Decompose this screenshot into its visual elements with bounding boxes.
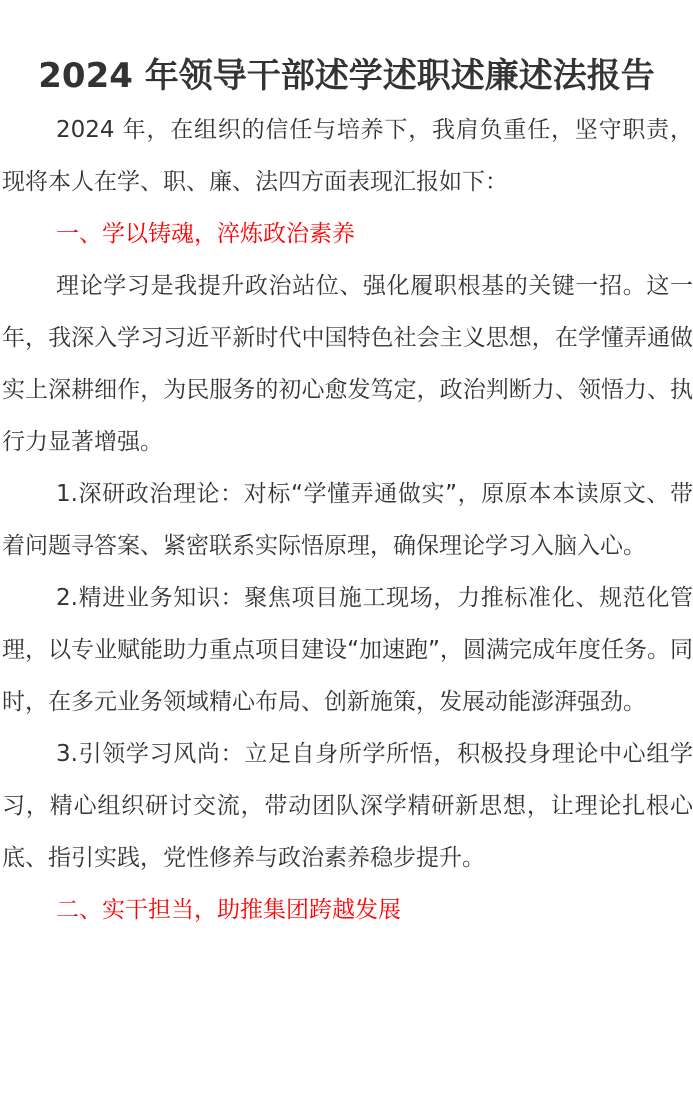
- intro-paragraph: 2024 年，在组织的信任与培养下，我肩负重任，坚守职责，现将本人在学、职、廉、法四方面表现汇报如下：: [2, 117, 693, 195]
- list-item-3: 3.引领学习风尚：立足自身所学所悟，积极投身理论中心组学习，精心组织研讨交流，带动团队深学精研新思想，让理论扎根心底、指引实践，党性修养与政治素养稳步提升。: [2, 741, 693, 871]
- document-body: [2, 104, 693, 936]
- section-heading-1: 一、学以铸魂，淬炼政治素养: [56, 221, 355, 247]
- list-item-2: 2.精进业务知识：聚焦项目施工现场，力推标准化、规范化管理，以专业赋能助力重点项目建设“加速跑”，圆满完成年度任务。同时，在多元业务领域精心布局、创新施策，发展动能澎湃强劲。: [2, 585, 693, 715]
- section-heading-2: 二、实干担当，助推集团跨越发展: [56, 897, 401, 923]
- body-paragraph: 理论学习是我提升政治站位、强化履职根基的关键一招。这一年，我深入学习习近平新时代中国特色社会主义思想，在学懂弄通做实上深耕细作，为民服务的初心愈发笃定，政治判断力、领悟力、执行力显著增强。: [2, 273, 693, 455]
- list-item-1: 1.深研政治理论：对标“学懂弄通做实”，原原本本读原文、带着问题寻答案、紧密联系实际悟原理，确保理论学习入脑入心。: [2, 481, 693, 559]
- document-title: 2024 年领导干部述学述职述廉述法报告: [38, 55, 655, 96]
